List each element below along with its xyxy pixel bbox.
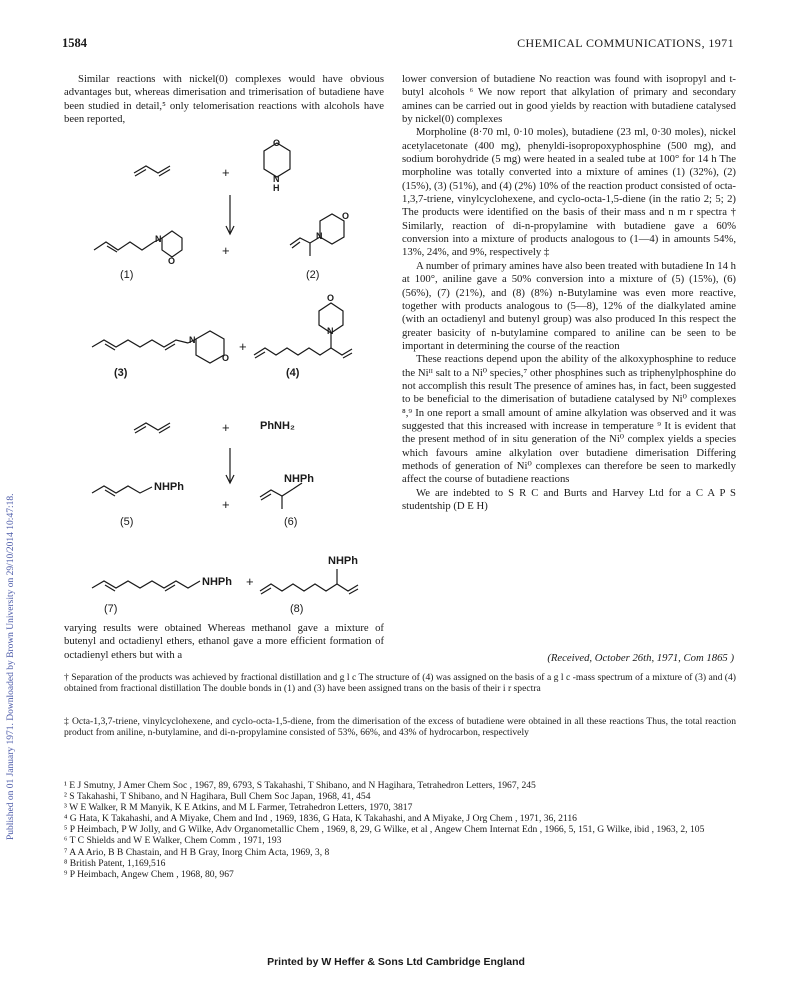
structure-4-o-atom: O: [327, 293, 335, 303]
reference-list: [64, 780, 736, 880]
structure-3: [92, 340, 188, 347]
footnote-double-dagger-text: ‡ Octa-1,3,7-triene, vinylcyclohexene, and cyclo-octa-1,5-diene, from the dimerisation of the excess of butadiene were obtained in all these reactions Thus, the total reaction product from aniline, n-butylamine, and di-n-propylamine consisted of 53%, 66%, and 43% of hydrocarbon, respectively: [64, 716, 736, 739]
morpholine-ring: [264, 143, 290, 177]
reference-item: ⁴ G Hata, K Takahashi, and A Miyake, Chem and Ind , 1969, 1836, G Hata, K Takahashi, and A Miyake, J Org Chem , 1971, 36, 2116: [64, 813, 577, 825]
butadiene-structure-2: [134, 423, 170, 430]
intro-paragraph: Similar reactions with nickel(0) complexes would have obvious advantages but, whereas dimerisation and trimerisation of butadiene have been studied in detail,⁵ only telomerisation reactions with alcohols have been reported,: [64, 73, 384, 126]
reference-item: ⁶ T C Shields and W E Walker, Chem Comm , 1971, 193: [64, 835, 282, 847]
structure-2-n-atom: N: [316, 231, 323, 241]
plus-sign: +: [222, 165, 230, 180]
compound-label-2: (2): [306, 269, 320, 281]
structure-4: [254, 348, 352, 355]
compound-label-1: (1): [120, 269, 134, 281]
structure-1: [94, 242, 154, 250]
plus-sign: +: [239, 339, 247, 354]
scheme-drawing: [64, 125, 384, 615]
morpholine-o-atom: O: [273, 138, 281, 148]
structure-3-n-atom: N: [189, 335, 196, 345]
paragraph-2: Morpholine (8·70 ml, 0·10 moles), butadiene (23 ml, 0·30 moles), nickel acetylacetonate (400 mg), phenyldi-isopropoxyphosphine (500 mg), and sodium borohydride (5 mg) were heated in a sealed tube at 100° for 14 h The morpholine was totally converted into a mixture of amines (1) (32%), (2) (15%), (3) (51%), and (4) (2%) 10% of the reaction product consisted of octa-1,3,7-triene, vinylcyclohexene, and cyclo-octa-1,5-diene (in the ratio 2; 5; 2) The products were identified on the basis of their mass and n m r spectra † Similarly, reaction of di-n-propylamine with butadiene gave a 60% conversion into a mixture of products analogous to (1—4) in amounts 54%, 13%, 24%, and 9%, respectively ‡: [402, 126, 736, 259]
paragraph-1: lower conversion of butadiene No reaction was found with isopropyl and t-butyl alcohols ⁶ We now report that alkylation of primary and secondary amines can be carried out in good yields by reaction with butadiene catalysed by nickel(0) complexes: [402, 73, 736, 126]
right-column: [402, 73, 736, 513]
structure-4-n-atom: N: [327, 326, 334, 336]
left-column-continuation: [64, 622, 384, 662]
download-note-text: Published on 01 January 1971. Downloaded by Brown University on 29/10/2014 10:47:18.: [6, 493, 16, 840]
reference-item: ⁵ P Heimbach, P W Jolly, and G Wilke, Adv Organometallic Chem , 1969, 8, 29, G Wilke, et al , Angew Chem Internat Edn , 1966, 5, 151, G Wilke, ibid , 1963, 2, 105: [64, 824, 705, 836]
paragraph-3: A number of primary amines have also been treated with butadiene In 14 h at 100°, aniline gave a 50% conversion into a mixture of (5) (15%), (6) (56%), (7) (21%), and (8) (8%) n-Butylamine was even more reactive, together with products analogous to (5—8), 12% of the dialkylated amine (with an octadienyl and butenyl group) was also produced In this respect the greater basicity of n-butylamine compared to aniline can be seen to be important in determining the course of the reaction: [402, 259, 736, 352]
structure-1-n-atom: N: [155, 234, 162, 244]
left-column-intro: [64, 73, 384, 126]
butadiene-structure: [134, 166, 170, 173]
reaction-scheme: [64, 125, 384, 615]
plus-sign: +: [222, 497, 230, 512]
footnote-double-dagger: [64, 716, 736, 739]
journal-running-title: CHEMICAL COMMUNICATIONS, 1971: [517, 36, 734, 50]
page-number: 1584: [62, 36, 87, 50]
compound-label-5: (5): [120, 516, 134, 528]
continuation-paragraph: varying results were obtained Whereas methanol gave a mixture of butenyl and octadienyl ethers, ethanol gave a more efficient formation of octadienyl ethers but with a: [64, 622, 384, 661]
reference-item: ² S Takahashi, T Shibano, and N Hagihara, Bull Chem Soc Japan, 1968, 41, 454: [64, 791, 371, 803]
plus-sign: +: [222, 420, 230, 435]
reference-item: ⁷ A A Ario, B B Chastain, and H B Gray, Inorg Chim Acta, 1969, 3, 8: [64, 846, 330, 858]
plus-sign: +: [222, 243, 230, 258]
morpholine-n-atom: N: [273, 174, 280, 184]
printer-imprint: Printed by W Heffer & Sons Ltd Cambridge England: [267, 956, 525, 968]
download-note: [4, 170, 18, 850]
plus-sign: +: [246, 574, 254, 589]
structure-6-nhph: NHPh: [284, 473, 314, 485]
footnote-dagger-text: † Separation of the products was achieved by fractional distillation and g l c The structure of (4) was assigned on the basis of a g l c -mass spectrum of a mixture of (3) and (4) obtained from fractional distillation The double bonds in (1) and (3) have been assigned trans on the basis of their i r spectra: [64, 672, 736, 695]
footnote-dagger: [64, 672, 736, 695]
morpholine-h-atom: H: [273, 183, 280, 193]
aniline-label: PhNH₂: [260, 420, 295, 432]
structure-2-o-atom: O: [342, 211, 350, 221]
reference-item: ³ W E Walker, R M Manyik, K E Atkins, and M L Farmer, Tetrahedron Letters, 1970, 3817: [64, 802, 413, 814]
structure-5: [92, 486, 152, 493]
compound-label-4: (4): [286, 367, 300, 379]
compound-label-8: (8): [290, 603, 304, 615]
reference-item: ⁸ British Patent, 1,169,516: [64, 857, 166, 869]
structure-1-o-atom: O: [168, 256, 176, 266]
reference-item: ¹ E J Smutny, J Amer Chem Soc , 1967, 89, 6793, S Takahashi, T Shibano, and N Hagihara, Tetrahedron Letters, 1967, 245: [64, 780, 536, 791]
structure-7-nhph: NHPh: [202, 576, 232, 588]
compound-label-6: (6): [284, 516, 298, 528]
structure-5-nhph: NHPh: [154, 481, 184, 493]
structure-8-nhph: NHPh: [328, 555, 358, 567]
received-date: (Received, October 26th, 1971, Com 1865 ): [547, 652, 734, 664]
compound-label-3: (3): [114, 367, 128, 379]
structure-8: [260, 584, 358, 591]
page-header: [62, 36, 734, 52]
structure-3-o-atom: O: [222, 353, 230, 363]
acknowledgement: We are indebted to S R C and Burts and Harvey Ltd for a C A P S studentship (D E H): [402, 486, 736, 512]
paragraph-4: These reactions depend upon the ability of the alkoxyphosphine to reduce the Niᴵᴵ salt to a Ni⁰ species,⁷ other phosphines such as triphenylphosphine do not accomplish this result The presence of amines has, in fact, been suggested to be beneficial to the dimerisation of butadiene catalysed by Ni⁰ complexes ⁸,⁹ In one report a small amount of amine alkylation was observed and it was suggested that this increased with increase in temperature ⁹ It is evident that the present method of in situ generation of the Ni⁰ complex yields a species which favours amine alkylation over butadiene dimerisation Differing methods of generation of Ni⁰ complexes can therefore be seen to markedly affect the course of butadiene reactions: [402, 353, 736, 486]
compound-label-7: (7): [104, 603, 118, 615]
structure-6: [260, 489, 293, 497]
reference-item: ⁹ P Heimbach, Angew Chem , 1968, 80, 967: [64, 868, 234, 880]
